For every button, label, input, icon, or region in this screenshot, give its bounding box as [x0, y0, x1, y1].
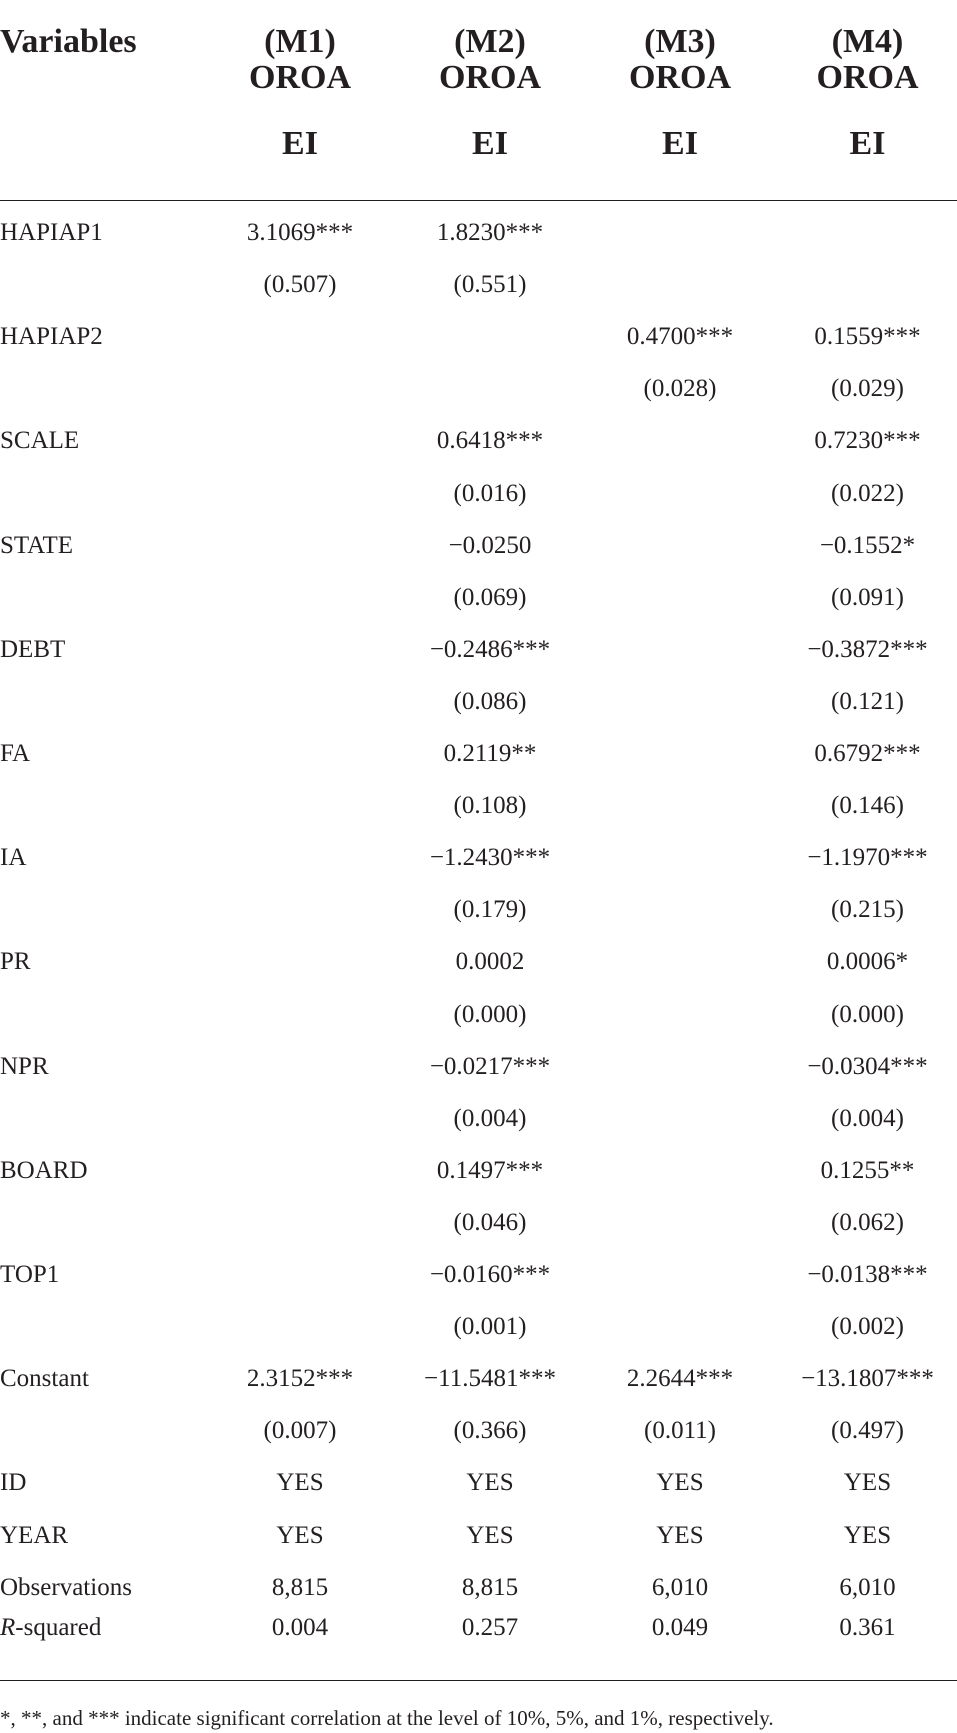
table-cell: (0.069) — [453, 583, 527, 611]
table-cell: (0.002) — [831, 1313, 904, 1341]
table-cell: (0.215) — [831, 896, 904, 924]
row-label: Observations — [0, 1573, 132, 1601]
row-label: SCALE — [0, 427, 80, 455]
table-cell: YES — [466, 1469, 514, 1497]
table-cell: −1.1970*** — [807, 844, 928, 872]
table-row — [0, 1197, 957, 1249]
header-rule — [0, 200, 957, 201]
table-cell: YES — [466, 1521, 514, 1549]
table-row — [0, 363, 957, 415]
table-cell: (0.011) — [644, 1417, 716, 1445]
table-cell: (0.551) — [453, 271, 527, 299]
table-cell: 8,815 — [271, 1573, 329, 1601]
table-row — [0, 989, 957, 1041]
table-cell: 0.7230*** — [814, 427, 921, 455]
table-cell: −0.1552* — [819, 531, 916, 559]
table-cell: (0.028) — [643, 375, 717, 403]
rsquared-label-rest: -squared — [15, 1614, 102, 1641]
row-label: TOP1 — [0, 1261, 60, 1288]
table-cell: 0.1497*** — [436, 1156, 544, 1184]
table-cell: 6,010 — [651, 1573, 709, 1601]
table-cell: 0.6418*** — [436, 427, 544, 455]
table-cell: 0.4700*** — [626, 323, 734, 351]
row-label: DEBT — [0, 635, 66, 663]
m4-dv-label: OROA — [816, 59, 919, 96]
table-cell: −0.2486*** — [429, 635, 551, 663]
rsquared-m2: 0.257 — [461, 1614, 519, 1641]
table-row — [0, 1457, 957, 1509]
table-row — [0, 207, 957, 259]
table-row — [0, 1041, 957, 1093]
m4-sub-label: EI — [849, 125, 886, 162]
table-row — [0, 259, 957, 311]
table-cell: (0.046) — [453, 1208, 527, 1236]
row-label: NPR — [0, 1052, 49, 1080]
table-cell: (0.179) — [453, 896, 527, 924]
table-cell: (0.091) — [831, 583, 904, 611]
table-cell: (0.004) — [831, 1104, 904, 1132]
table-cell: (0.062) — [831, 1208, 904, 1236]
table-row — [0, 780, 957, 832]
row-label: PR — [0, 948, 31, 976]
table-row — [0, 1093, 957, 1145]
table-cell: (0.000) — [453, 1000, 527, 1028]
table-cell: −13.1807*** — [801, 1365, 934, 1393]
table-cell: 0.0002 — [455, 948, 525, 976]
m1-dv-label: OROA — [249, 59, 351, 96]
m4-model-label: (M4) — [831, 23, 904, 60]
rsquared-label-italic: R — [0, 1614, 16, 1641]
table-cell: 2.2644*** — [626, 1365, 734, 1393]
row-label: HAPIAP2 — [0, 323, 103, 351]
table-cell: (0.007) — [263, 1417, 337, 1445]
table-cell: 8,815 — [461, 1573, 519, 1601]
table-row — [0, 1510, 957, 1562]
row-label: STATE — [0, 531, 73, 559]
row-label: IA — [0, 844, 27, 872]
table-cell: 3.1069*** — [246, 219, 354, 246]
variables-header: Variables — [0, 23, 137, 60]
table-row — [0, 1249, 957, 1301]
bottom-rule — [0, 1680, 957, 1681]
m2-sub-label: EI — [472, 125, 508, 162]
table-row — [0, 832, 957, 884]
table-row — [0, 624, 957, 676]
table-cell: −11.5481*** — [424, 1365, 556, 1393]
table-cell: YES — [656, 1469, 704, 1497]
table-cell: (0.016) — [453, 479, 527, 507]
table-cell: 0.0006* — [826, 948, 909, 976]
table-cell: 0.6792*** — [814, 740, 921, 767]
table-cell: 1.8230*** — [436, 219, 544, 246]
m2-dv-label: OROA — [439, 59, 541, 96]
table-cell: YES — [656, 1521, 704, 1549]
table-cell: −0.3872*** — [807, 635, 928, 663]
table-cell: (0.001) — [453, 1313, 527, 1341]
table-cell: (0.507) — [263, 271, 337, 299]
table-cell: 0.1559*** — [814, 323, 921, 351]
table-cell: −0.0217*** — [429, 1052, 551, 1080]
table-row — [0, 1353, 957, 1405]
table-row — [0, 676, 957, 728]
rsquared-label — [0, 1602, 101, 1654]
m3-sub-label: EI — [662, 125, 698, 162]
table-cell: (0.004) — [453, 1104, 527, 1132]
table-cell: 6,010 — [839, 1573, 896, 1601]
rsquared-m4: 0.361 — [839, 1614, 896, 1641]
table-cell: 0.1255** — [820, 1156, 915, 1184]
m1-sub-label: EI — [282, 125, 318, 162]
table-row — [0, 884, 957, 936]
table-cell: 2.3152*** — [246, 1365, 354, 1393]
table-cell: YES — [843, 1521, 892, 1549]
row-label: YEAR — [0, 1521, 69, 1549]
table-cell: YES — [843, 1469, 892, 1497]
table-row — [0, 1405, 957, 1457]
table-row-rsquared — [0, 1602, 957, 1654]
rsquared-m1: 0.004 — [271, 1614, 329, 1641]
row-label: BOARD — [0, 1156, 88, 1184]
table-cell: −1.2430*** — [429, 844, 551, 872]
table-cell: (0.108) — [453, 792, 527, 820]
table-cell: YES — [276, 1521, 324, 1549]
row-label: HAPIAP1 — [0, 219, 103, 246]
table-row — [0, 468, 957, 520]
table-cell: (0.022) — [831, 479, 904, 507]
table-cell: 0.2119** — [443, 740, 537, 767]
table-cell: YES — [276, 1469, 324, 1497]
table-cell: −0.0138*** — [807, 1261, 928, 1288]
table-cell: (0.086) — [453, 687, 527, 715]
m3-model-label: (M3) — [644, 23, 716, 60]
row-label: ID — [0, 1469, 27, 1497]
table-cell: (0.366) — [453, 1417, 527, 1445]
table-row — [0, 311, 957, 363]
m2-model-label: (M2) — [454, 23, 526, 60]
table-row — [0, 936, 957, 988]
m3-dv-label: OROA — [629, 59, 731, 96]
table-cell: (0.000) — [831, 1000, 904, 1028]
table-row — [0, 572, 957, 624]
m1-model-label: (M1) — [264, 23, 336, 60]
table-cell: (0.121) — [831, 687, 904, 715]
table-row — [0, 1301, 957, 1353]
table-row — [0, 415, 957, 467]
table-row — [0, 520, 957, 572]
table-cell: −0.0160*** — [429, 1261, 551, 1288]
table-cell: (0.497) — [831, 1417, 904, 1445]
table-row — [0, 1145, 957, 1197]
table-footnote: *, **, and *** indicate significant correlation at the level of 10%, 5%, and 1%, respectively. — [0, 1706, 774, 1730]
table-row — [0, 728, 957, 780]
row-label: FA — [0, 740, 31, 767]
row-label: Constant — [0, 1365, 89, 1393]
rsquared-m3: 0.049 — [651, 1614, 709, 1641]
table-cell: −0.0304*** — [807, 1052, 928, 1080]
table-header — [0, 0, 957, 200]
table-cell: (0.029) — [831, 375, 904, 403]
table-cell: −0.0250 — [448, 531, 532, 559]
table-cell: (0.146) — [831, 792, 904, 820]
